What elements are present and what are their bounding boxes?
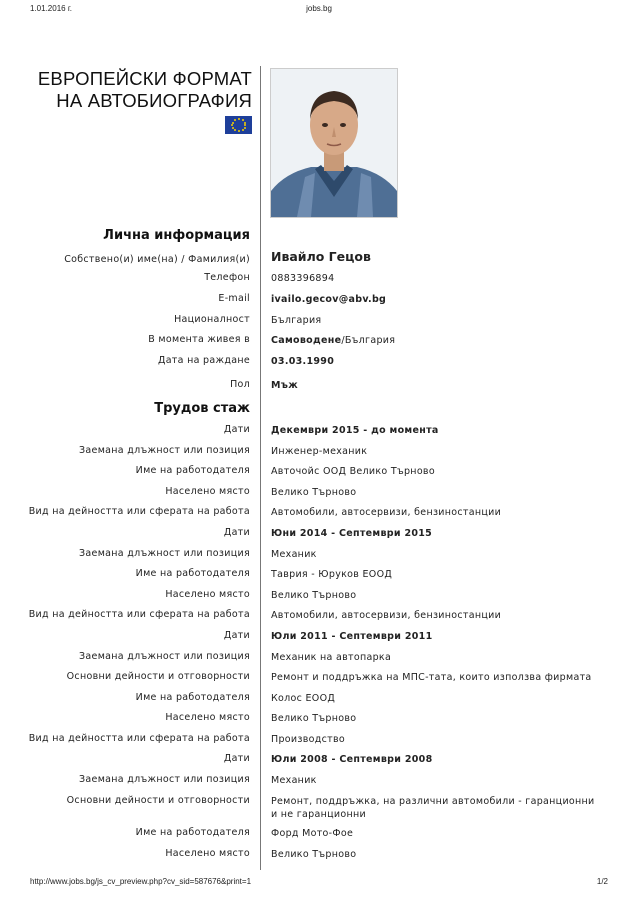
label-gender: Пол [230,379,250,390]
job-3-dates: Юли 2011 - Септември 2011 [271,631,433,642]
job-3-position: Механик на автопарка [271,652,392,663]
job-3-duties: Ремонт и поддръжка на МПС-тата, които използва фирмата [271,672,592,683]
profile-photo [270,68,398,218]
label-dates: Дати [223,630,250,641]
label-position: Заемана длъжност или позиция [79,651,250,662]
job-3-location: Велико Търново [271,713,357,724]
label-residence: В момента живея в [148,334,250,345]
cv-title [20,68,252,112]
value-gender: Мъж [271,380,298,391]
job-2-dates: Юни 2014 - Септември 2015 [271,528,433,539]
print-site: jobs.bg [306,4,332,13]
value-nationality: България [271,315,322,326]
label-location: Населено място [165,589,250,600]
job-1-position: Инженер-механик [271,446,368,457]
job-3-employer: Колос ЕООД [271,693,336,704]
value-phone: 0883396894 [271,273,335,284]
label-phone: Телефон [204,272,250,283]
eu-flag-icon [225,116,252,134]
label-employer: Име на работодателя [135,692,250,703]
label-dates: Дати [223,527,250,538]
cv-title-line-2: НА АВТОБИОГРАФИЯ [56,90,252,111]
job-4-location: Велико Търново [271,849,357,860]
label-dates: Дати [223,753,250,764]
value-residence [271,334,601,347]
label-sector: Вид на дейността или сферата на работа [28,506,250,517]
label-position: Заемана длъжност или позиция [79,774,250,785]
label-sector: Вид на дейността или сферата на работа [28,609,250,620]
value-email[interactable]: ivailo.gecov@abv.bg [271,294,387,305]
job-4-duties: Ремонт, поддръжка, на различни автомобили - гаранционни и не гаранционни [271,796,595,820]
job-2-employer: Таврия - Юруков ЕООД [271,569,393,580]
label-position: Заемана длъжност или позиция [79,548,250,559]
print-footer [0,877,638,889]
value-residence-country: /България [341,335,396,346]
label-duties: Основни дейности и отговорности [66,795,250,806]
job-2-position: Механик [271,549,317,560]
label-location: Населено място [165,848,250,859]
label-employer: Име на работодателя [135,827,250,838]
print-header [0,4,638,16]
job-1-employer: Авточойс ООД Велико Търново [271,466,435,477]
profile-photo-illustration [271,69,397,217]
label-nationality: Националност [174,314,250,325]
label-duties: Основни дейности и отговорности [66,671,250,682]
job-2-sector: Автомобили, автосервизи, бензиностанции [271,610,502,621]
value-birthdate: 03.03.1990 [271,356,335,367]
job-4-dates: Юли 2008 - Септември 2008 [271,754,433,765]
job-2-location: Велико Търново [271,590,357,601]
print-date: 1.01.2016 г. [30,4,72,13]
job-4-position: Механик [271,775,317,786]
print-url[interactable]: http://www.jobs.bg/js_cv_preview.php?cv_sid=587676&print=1 [30,877,252,886]
label-dates: Дати [223,424,250,435]
job-1-sector: Автомобили, автосервизи, бензиностанции [271,507,502,518]
label-name: Собствено(и) име(на) / Фамилия(и) [64,254,250,265]
column-divider [260,66,261,870]
label-location: Населено място [165,712,250,723]
label-employer: Име на работодателя [135,568,250,579]
job-1-dates: Декември 2015 - до момента [271,425,439,436]
job-1-location: Велико Търново [271,487,357,498]
job-4-employer: Форд Мото-Фое [271,828,354,839]
label-email: E-mail [218,293,250,304]
job-3-sector: Производство [271,734,345,745]
label-birthdate: Дата на раждане [157,355,250,366]
section-work-experience: Трудов стаж [154,401,250,416]
section-personal-info: Лична информация [103,228,250,243]
label-employer: Име на работодателя [135,465,250,476]
cv-title-line-1: ЕВРОПЕЙСКИ ФОРМАТ [37,68,252,89]
value-name: Ивайло Гецов [271,249,371,264]
print-page-number: 1/2 [596,877,608,886]
label-position: Заемана длъжност или позиция [79,445,250,456]
label-sector: Вид на дейността или сферата на работа [28,733,250,744]
value-residence-city: Самоводене [271,335,342,346]
label-location: Населено място [165,486,250,497]
